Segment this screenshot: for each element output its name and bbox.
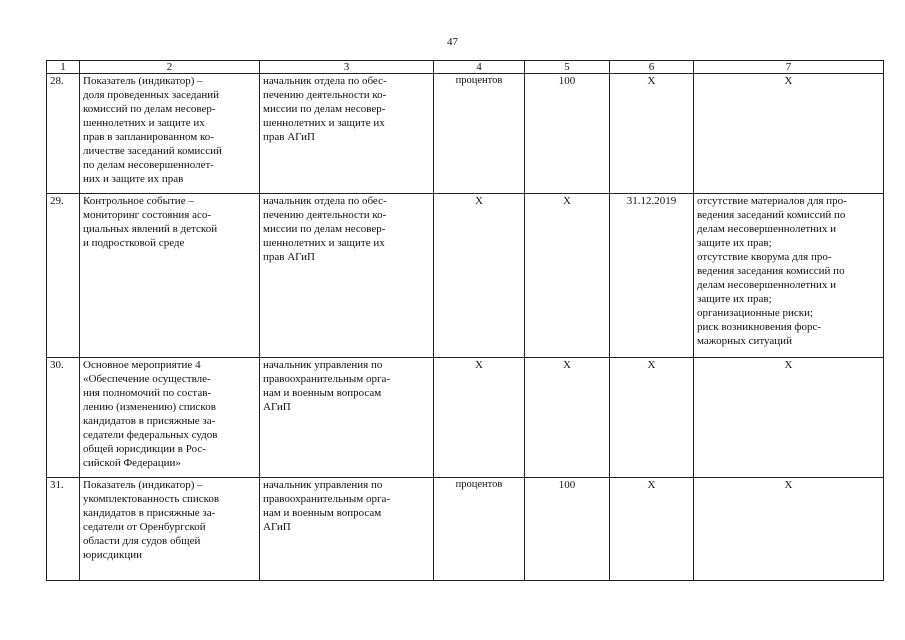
row-risks-line: отсутствие кворума для про-	[697, 251, 832, 263]
row-responsible-line: шеннолетних и защите их	[263, 117, 385, 129]
page-number: 47	[447, 36, 458, 48]
row-responsible	[260, 478, 434, 581]
row-name-line: комиссий по делам несовер-	[83, 103, 216, 115]
row-name-line: кандидатов в присяжные за-	[83, 415, 216, 427]
row-value: 100	[525, 74, 610, 194]
column-header: 7	[694, 61, 884, 74]
row-name-line: ния полномочий по состав-	[83, 387, 212, 399]
row-risks-line: делам несовершеннолетних и	[697, 223, 837, 235]
row-unit: Х	[434, 358, 525, 478]
row-name-line: укомплектованность списков	[83, 493, 220, 505]
row-responsible-line: миссии по делам несовер-	[263, 103, 386, 115]
row-name	[80, 478, 260, 581]
row-responsible-line: прав АГиП	[263, 131, 315, 143]
table-row	[47, 358, 884, 478]
row-risks-line: отсутствие материалов для про-	[697, 195, 847, 207]
row-number: 28.	[47, 74, 80, 194]
row-date: Х	[610, 478, 694, 581]
row-risks-line: ведения заседания комиссий по	[697, 265, 845, 277]
table-row	[47, 478, 884, 581]
row-responsible-line: печению деятельности ко-	[263, 209, 387, 221]
row-responsible-line: шеннолетних и защите их	[263, 237, 385, 249]
row-number: 30.	[47, 358, 80, 478]
row-name-line: юрисдикции	[83, 549, 142, 561]
row-name-line: личестве заседаний комиссий	[83, 145, 222, 157]
row-name-line: шеннолетних и защите их	[83, 117, 205, 129]
row-name	[80, 74, 260, 194]
row-name-line: мониторинг состояния асо-	[83, 209, 211, 221]
row-date: Х	[610, 358, 694, 478]
row-risks-line: Х	[784, 479, 793, 491]
row-name-line: кандидатов в присяжные за-	[83, 507, 216, 519]
row-responsible-line: АГиП	[263, 521, 291, 533]
row-unit: процентов	[434, 74, 525, 194]
row-name-line: прав в запланированном ко-	[83, 131, 214, 143]
row-name-line: по делам несовершеннолет-	[83, 159, 214, 171]
row-name-line: Основное мероприятие 4	[83, 359, 201, 371]
row-risks-line: Х	[784, 359, 793, 371]
row-risks	[694, 74, 884, 194]
row-name-line: лению (изменению) списков	[83, 401, 216, 413]
row-number: 29.	[47, 194, 80, 358]
row-name-line: циальных явлений в детской	[83, 223, 218, 235]
table-header-row	[47, 61, 884, 74]
row-risks	[694, 194, 884, 358]
row-number: 31.	[47, 478, 80, 581]
row-responsible-line: АГиП	[263, 401, 291, 413]
row-risks-line: защите их прав;	[697, 237, 772, 249]
row-responsible	[260, 194, 434, 358]
row-risks-line: риск возникновения форс-	[697, 321, 822, 333]
row-responsible-line: нам и военным вопросам	[263, 507, 382, 519]
row-risks-line: делам несовершеннолетних и	[697, 279, 837, 291]
row-responsible	[260, 74, 434, 194]
row-name-line: Показатель (индикатор) –	[83, 75, 203, 87]
row-name-line: общей юрисдикции в Рос-	[83, 443, 206, 455]
row-responsible-line: нам и военным вопросам	[263, 387, 382, 399]
row-risks-line: организационные риски;	[697, 307, 814, 319]
row-risks-line: защите их прав;	[697, 293, 772, 305]
table-row	[47, 74, 884, 194]
row-date: Х	[610, 74, 694, 194]
column-header: 1	[47, 61, 80, 74]
column-header: 6	[610, 61, 694, 74]
row-date: 31.12.2019	[610, 194, 694, 358]
row-responsible-line: начальник отдела по обес-	[263, 75, 387, 87]
row-name-line: седатели от Оренбургской	[83, 521, 206, 533]
row-risks	[694, 358, 884, 478]
row-responsible-line: миссии по делам несовер-	[263, 223, 386, 235]
row-responsible-line: прав АГиП	[263, 251, 315, 263]
row-risks-line: мажорных ситуаций	[697, 335, 792, 347]
row-responsible-line: начальник управления по	[263, 359, 383, 371]
row-name-line: Контрольное событие –	[83, 195, 194, 207]
row-name-line: доля проведенных заседаний	[83, 89, 220, 101]
row-responsible-line: начальник управления по	[263, 479, 383, 491]
row-name-line: сийской Федерации»	[83, 457, 181, 469]
row-risks-line: ведения заседаний комиссий по	[697, 209, 846, 221]
row-responsible-line: правоохранительным орга-	[263, 373, 391, 385]
row-name-line: Показатель (индикатор) –	[83, 479, 203, 491]
row-name-line: области для судов общей	[83, 535, 201, 547]
row-value: Х	[525, 194, 610, 358]
row-name	[80, 194, 260, 358]
row-unit: процентов	[434, 478, 525, 581]
row-responsible-line: начальник отдела по обес-	[263, 195, 387, 207]
row-name-line: них и защите их прав	[83, 173, 184, 185]
row-name	[80, 358, 260, 478]
column-header: 5	[525, 61, 610, 74]
table-row	[47, 194, 884, 358]
row-responsible-line: правоохранительным орга-	[263, 493, 391, 505]
row-name-line: и подростковой среде	[83, 237, 185, 249]
row-value: Х	[525, 358, 610, 478]
row-name-line: «Обеспечение осуществле-	[83, 373, 211, 385]
column-header: 3	[260, 61, 434, 74]
row-responsible-line: печению деятельности ко-	[263, 89, 387, 101]
row-unit: Х	[434, 194, 525, 358]
row-value: 100	[525, 478, 610, 581]
plan-table	[46, 60, 884, 581]
row-risks-line: Х	[784, 75, 793, 87]
row-risks	[694, 478, 884, 581]
column-header: 4	[434, 61, 525, 74]
column-header: 2	[80, 61, 260, 74]
row-name-line: седатели федеральных судов	[83, 429, 218, 441]
row-responsible	[260, 358, 434, 478]
